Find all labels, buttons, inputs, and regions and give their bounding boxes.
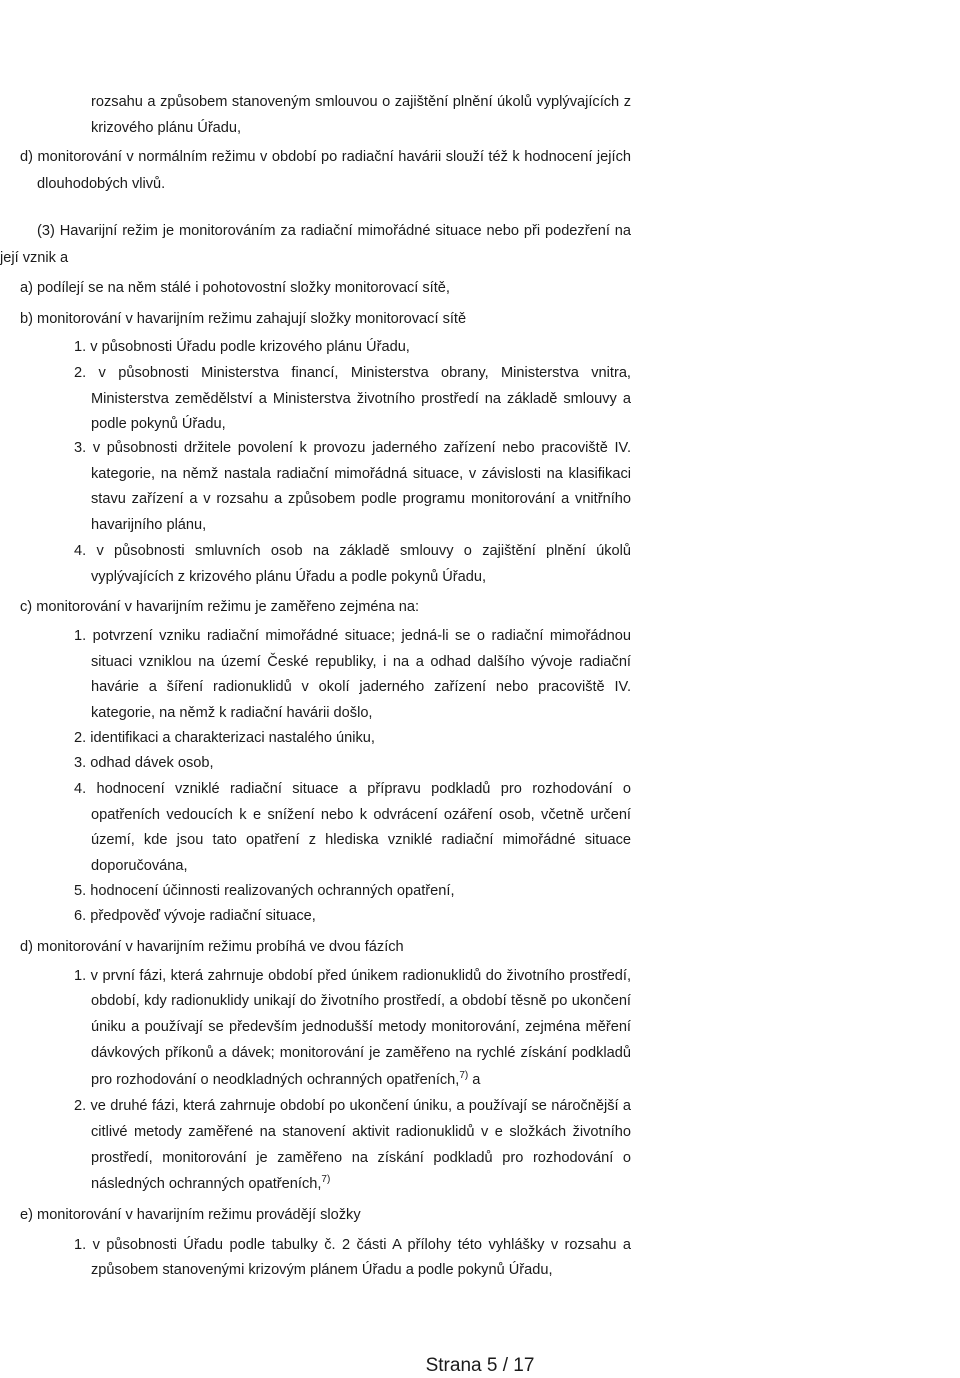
subitem-d2: citlivé metody zaměřené na stanovení aktivit radionuklidů v e složkách životního (91, 1124, 631, 1140)
text-line: d) monitorování v normálním režimu v období po radiační havárii slouží též k hodnocení jejích (20, 149, 631, 165)
subitem-e1: způsobem stanovenými krizovým plánem Úřadu a podle pokynů Úřadu, (91, 1262, 553, 1278)
subitem-b4: 4. v působnosti smluvních osob na základě smlouvy o zajištění plnění úkolů (74, 543, 631, 559)
subitem-c3: 3. odhad dávek osob, (74, 755, 214, 771)
subitem-b1: 1. v působnosti Úřadu podle krizového plánu Úřadu, (74, 339, 410, 355)
subitem-c4: doporučována, (91, 858, 188, 874)
subitem-d1: dávkových příkonů a dávek; monitorování je zaměřeno na rychlé získání podkladů (91, 1045, 631, 1061)
subitem-c1: kategorie, na němž k radiační havárii došlo, (91, 705, 373, 721)
item-c: c) monitorování v havarijním režimu je zaměřeno zejména na: (20, 599, 420, 615)
paragraph-3-line: (3) Havarijní režim je monitorováním za radiační mimořádné situace nebo při podezření na (37, 223, 631, 239)
subitem-c1: 1. potvrzení vzniku radiační mimořádné situace; jedná-li se o radiační mimořádnou (74, 628, 631, 644)
subitem-d2: prostředí, monitorování je zaměřeno na získání podkladů pro rozhodování o (91, 1150, 631, 1166)
subitem-b3: havarijního plánu, (91, 517, 207, 533)
page-number: Strana 5 / 17 (425, 1355, 535, 1376)
text-line: dlouhodobých vlivů. (37, 176, 166, 192)
subitem-d2: následných ochranných opatřeních,$^{7)}$ (91, 1174, 331, 1192)
item-e: e) monitorování v havarijním režimu provádějí složky (20, 1207, 361, 1223)
item-b: b) monitorování v havarijním režimu zahajují složky monitorovací sítě (20, 311, 467, 327)
subitem-d1: období, kdy radionuklidy unikají do životního prostředí, a období těsně po ukončení (91, 993, 631, 1009)
footnote-ref: 7) (459, 1070, 469, 1081)
subitem-d2: 2. ve druhé fázi, která zahrnuje období po ukončení úniku, a používají se náročnější a (74, 1098, 631, 1114)
subitem-c2: 2. identifikaci a charakterizaci nastalého úniku, (74, 730, 375, 746)
subitem-b3: kategorie, na němž nastala radiační mimořádná situace, v závislosti na klasifikaci (91, 466, 631, 482)
subitem-b2: 2. v působnosti Ministerstva financí, Ministerstva obrany, Ministerstva vnitra, (74, 365, 631, 381)
subitem-d1: úniku a používají se především jednodušší metody monitorování, zejména měření (91, 1019, 631, 1035)
subitem-b2: podle pokynů Úřadu, (91, 416, 226, 432)
subitem-c1: situaci vzniklou na území České republiky, i na a odhad dalšího vývoje radiační (91, 654, 631, 670)
subitem-c4: 4. hodnocení vzniklé radiační situace a přípravu podkladů pro rozhodování o (74, 781, 631, 797)
subitem-d1: pro rozhodování o neodkladných ochranných opatřeních,$^{7)}$ a (91, 1070, 481, 1088)
subitem-c1: havárie a šíření radionuklidů v okolí jaderného zařízení nebo pracoviště IV. (91, 679, 631, 695)
subitem-e1: 1. v působnosti Úřadu podle tabulky č. 2 části A přílohy této vyhlášky v rozsahu a (74, 1237, 631, 1253)
subitem-c5: 5. hodnocení účinnosti realizovaných ochranných opatření, (74, 883, 455, 899)
subitem-c4: území, kde jsou tato opatření z hlediska vzniklé radiační mimořádné situace (91, 832, 631, 848)
text-line: krizového plánu Úřadu, (91, 120, 242, 136)
text-line: rozsahu a způsobem stanoveným smlouvou o zajištění plnění úkolů vyplývajících z (91, 94, 631, 110)
item-d: d) monitorování v havarijním režimu probíhá ve dvou fázích (20, 939, 404, 955)
paragraph-3-line: její vznik a (0, 250, 69, 266)
subitem-c6: 6. předpověď vývoje radiační situace, (74, 908, 316, 924)
subitem-b3: 3. v působnosti držitele povolení k provozu jaderného zařízení nebo pracoviště IV. (74, 440, 631, 456)
footnote-ref: 7) (321, 1174, 331, 1185)
item-a: a) podílejí se na něm stálé i pohotovostní složky monitorovací sítě, (20, 280, 450, 296)
subitem-b3: stavu zařízení a v rozsahu a způsobem podle programu monitorování a vnitřního (91, 491, 631, 507)
subitem-b2: Ministerstva zemědělství a Ministerstva životního prostředí na základě smlouvy a (91, 391, 631, 407)
subitem-c4: opatřeních vedoucích k e snížení nebo k odvrácení ozáření osob, včetně určení (91, 807, 631, 823)
subitem-b4: vyplývajících z krizového plánu Úřadu a podle pokynů Úřadu, (91, 569, 487, 585)
subitem-d1: 1. v první fázi, která zahrnuje období před únikem radionuklidů do životního prostředí, (74, 968, 631, 984)
